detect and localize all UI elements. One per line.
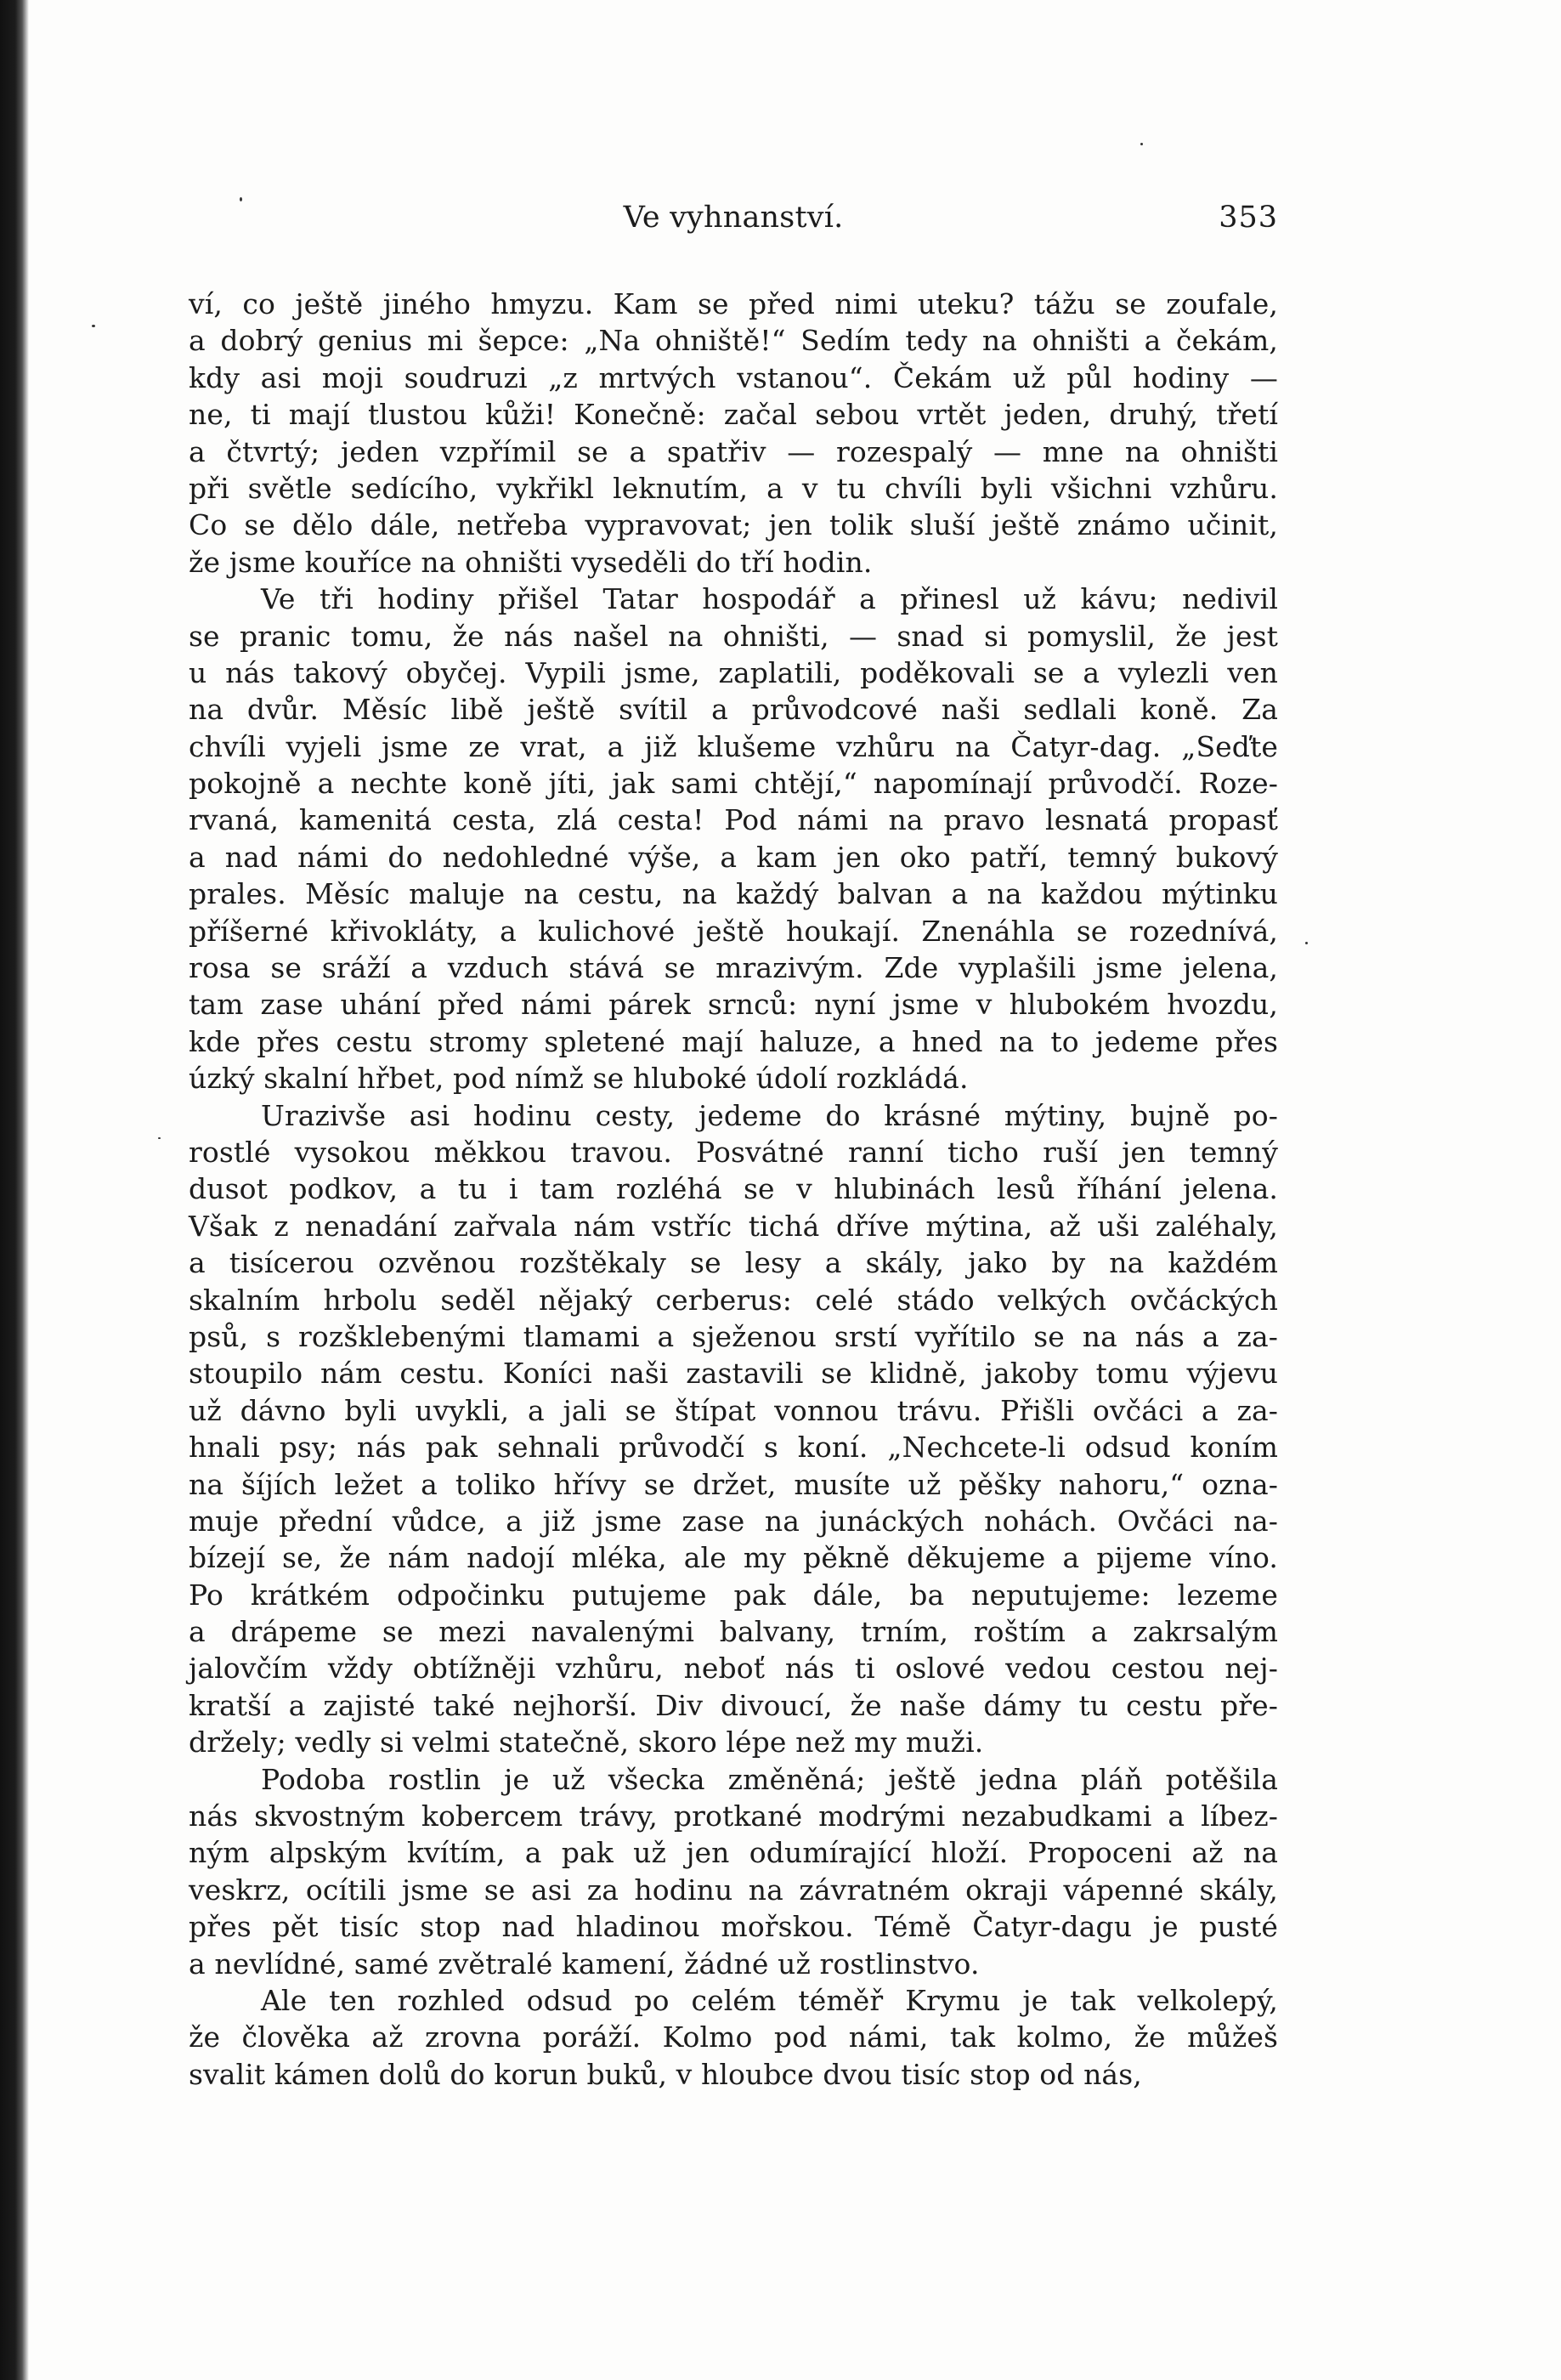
paragraph bbox=[189, 581, 1278, 1096]
text-line: kde přes cestu stromy spletené mají haluze, a hned na to jedeme přes bbox=[189, 1024, 1278, 1058]
paragraph bbox=[189, 1097, 1278, 1761]
scan-speck bbox=[1140, 143, 1143, 145]
text-line: dusot podkov, a tu i tam rozléhá se v hlubinách lesů říhání jelena. bbox=[189, 1172, 1278, 1206]
text-line: prales. Měsíc maluje na cestu, na každý balvan a na každou mýtinku bbox=[189, 877, 1278, 911]
text-line: na šíjích ležet a toliko hřívy se držet, musíte už pěšky nahoru,“ ozna- bbox=[189, 1467, 1278, 1501]
text-line: bízejí se, že nám nadojí mléka, ale my pěkně děkujeme a pijeme víno. bbox=[189, 1541, 1278, 1575]
text-line: tam zase uhání před námi párek srnců: nyní jsme v hlubokém hvozdu, bbox=[189, 988, 1278, 1022]
text-line: přes pět tisíc stop nad hladinou mořskou. Témě Čatyr-dagu je pusté bbox=[189, 1910, 1278, 1944]
text-line: Urazivše asi hodinu cesty, jedeme do krásné mýtiny, bujně po- bbox=[261, 1098, 1278, 1132]
text-line: úzký skalní hřbet, pod nímž se hluboké údolí rozkládá. bbox=[189, 1062, 969, 1096]
body-text bbox=[189, 286, 1278, 2093]
paragraph bbox=[189, 1761, 1278, 1982]
text-line: skalním hrbolu seděl nějaký cerberus: celé stádo velkých ovčáckých bbox=[189, 1283, 1278, 1317]
running-title: Ve vyhnanství. bbox=[623, 201, 844, 235]
text-line: příšerné křivokláty, a kulichové ještě houkají. Znenáhla se rozednívá, bbox=[189, 914, 1278, 948]
text-line: Co se dělo dále, netřeba vypravovat; jen tolik sluší ještě známo učinit, bbox=[189, 508, 1278, 542]
text-line: a čtvrtý; jeden vzpřímil se a spatřiv — rozespalý — mne na ohništi bbox=[189, 434, 1278, 468]
paragraph bbox=[189, 286, 1278, 581]
text-line: rosa se sráží a vzduch stává se mrazivým. Zde vyplašili jsme jelena, bbox=[189, 951, 1278, 985]
page-number: 353 bbox=[1219, 201, 1278, 235]
text-line: se pranic tomu, že nás našel na ohništi, — snad si pomyslil, že jest bbox=[189, 619, 1278, 653]
text-line: ne, ti mají tlustou kůži! Konečně: začal sebou vrtět jeden, druhý, třetí bbox=[189, 398, 1278, 432]
text-line: u nás takový obyčej. Vypili jsme, zaplatili, poděkovali se a vylezli ven bbox=[189, 655, 1278, 689]
text-line: že člověka až zrovna poráží. Kolmo pod námi, tak kolmo, že můžeš bbox=[189, 2020, 1278, 2054]
scan-speck bbox=[158, 1137, 161, 1139]
binding-shadow bbox=[0, 0, 29, 2380]
text-line: při světle sedícího, vykřikl leknutím, a v tu chvíli byli všichni vzhůru. bbox=[189, 471, 1278, 505]
text-line: psů, s rozšklebenými tlamami a sježenou srstí vyřítilo se na nás a za- bbox=[189, 1319, 1278, 1353]
text-line: rostlé vysokou měkkou travou. Posvátné ranní ticho ruší jen temný bbox=[189, 1135, 1278, 1169]
text-line: svalit kámen dolů do korun buků, v hloubce dvou tisíc stop od nás, bbox=[189, 2057, 1142, 2091]
text-line: a nevlídné, samé zvětralé kamení, žádné už rostlinstvo. bbox=[189, 1946, 980, 1980]
text-line: držely; vedly si velmi statečně, skoro lépe než my muži. bbox=[189, 1726, 984, 1760]
text-line: hnali psy; nás pak sehnali průvodčí s koní. „Nechcete-li odsud koním bbox=[189, 1431, 1278, 1465]
scan-speck bbox=[92, 325, 95, 327]
text-line: rvaná, kamenitá cesta, zlá cesta! Pod námi na pravo lesnatá propasť bbox=[189, 803, 1278, 837]
book-page bbox=[189, 194, 1278, 2093]
text-line: nás skvostným kobercem trávy, protkané modrými nezabudkami a líbez- bbox=[189, 1799, 1278, 1833]
text-line: Ve tři hodiny přišel Tatar hospodář a přinesl už kávu; nedivil bbox=[261, 582, 1278, 616]
text-line: a drápeme se mezi navalenými balvany, trním, roštím a zakrsalým bbox=[189, 1615, 1278, 1649]
text-line: a tisícerou ozvěnou rozštěkaly se lesy a skály, jako by na každém bbox=[189, 1246, 1278, 1280]
text-line: a dobrý genius mi šepce: „Na ohniště!“ Sedím tedy na ohništi a čekám, bbox=[189, 324, 1278, 358]
text-line: Podoba rostlin je už všecka změněná; ještě jedna pláň potěšila bbox=[261, 1762, 1278, 1796]
text-line: že jsme kouříce na ohništi vyseděli do tří hodin. bbox=[189, 545, 873, 579]
text-line: chvíli vyjeli jsme ze vrat, a již klušeme vzhůru na Čatyr-dag. „Seďte bbox=[189, 729, 1278, 763]
text-line: stoupilo nám cestu. Koníci naši zastavili se klidně, jakoby tomu výjevu bbox=[189, 1357, 1278, 1391]
text-line: Však z nenadání zařvala nám vstříc tichá dříve mýtina, až uši zaléhaly, bbox=[189, 1209, 1278, 1243]
text-line: veskrz, ocítili jsme se asi za hodinu na závratném okraji vápenné skály, bbox=[189, 1873, 1278, 1907]
text-line: Ale ten rozhled odsud po celém téměř Krymu je tak velkolepý, bbox=[261, 1983, 1278, 2017]
text-line: pokojně a nechte koně jíti, jak sami chtějí,“ napomínají průvodčí. Roze- bbox=[189, 767, 1278, 801]
text-line: na dvůr. Měsíc libě ještě svítil a průvodcové naši sedlali koně. Za bbox=[189, 693, 1278, 727]
text-line: a nad námi do nedohledné výše, a kam jen oko patří, temný bukový bbox=[189, 840, 1278, 874]
text-line: ví, co ještě jiného hmyzu. Kam se před nimi uteku? tážu se zoufale, bbox=[189, 287, 1278, 320]
running-head bbox=[189, 194, 1278, 245]
scan-speck bbox=[1305, 942, 1308, 944]
text-line: kratší a zajisté také nejhorší. Div divoucí, že naše dámy tu cestu pře- bbox=[189, 1688, 1278, 1722]
text-line: ným alpským kvítím, a pak už jen odumírající hloží. Propoceni až na bbox=[189, 1836, 1278, 1870]
text-line: jalovčím vždy obtížněji vzhůru, neboť nás ti oslové vedou cestou nej- bbox=[189, 1652, 1278, 1686]
text-line: Po krátkém odpočinku putujeme pak dále, ba neputujeme: lezeme bbox=[189, 1578, 1278, 1612]
paragraph bbox=[189, 1982, 1278, 2093]
text-line: už dávno byli uvykli, a jali se štípat vonnou trávu. Přišli ovčáci a za- bbox=[189, 1393, 1278, 1427]
text-line: kdy asi moji soudruzi „z mrtvých vstanou“. Čekám už půl hodiny — bbox=[189, 360, 1278, 394]
text-line: muje přední vůdce, a již jsme zase na junáckých nohách. Ovčáci na- bbox=[189, 1504, 1278, 1538]
